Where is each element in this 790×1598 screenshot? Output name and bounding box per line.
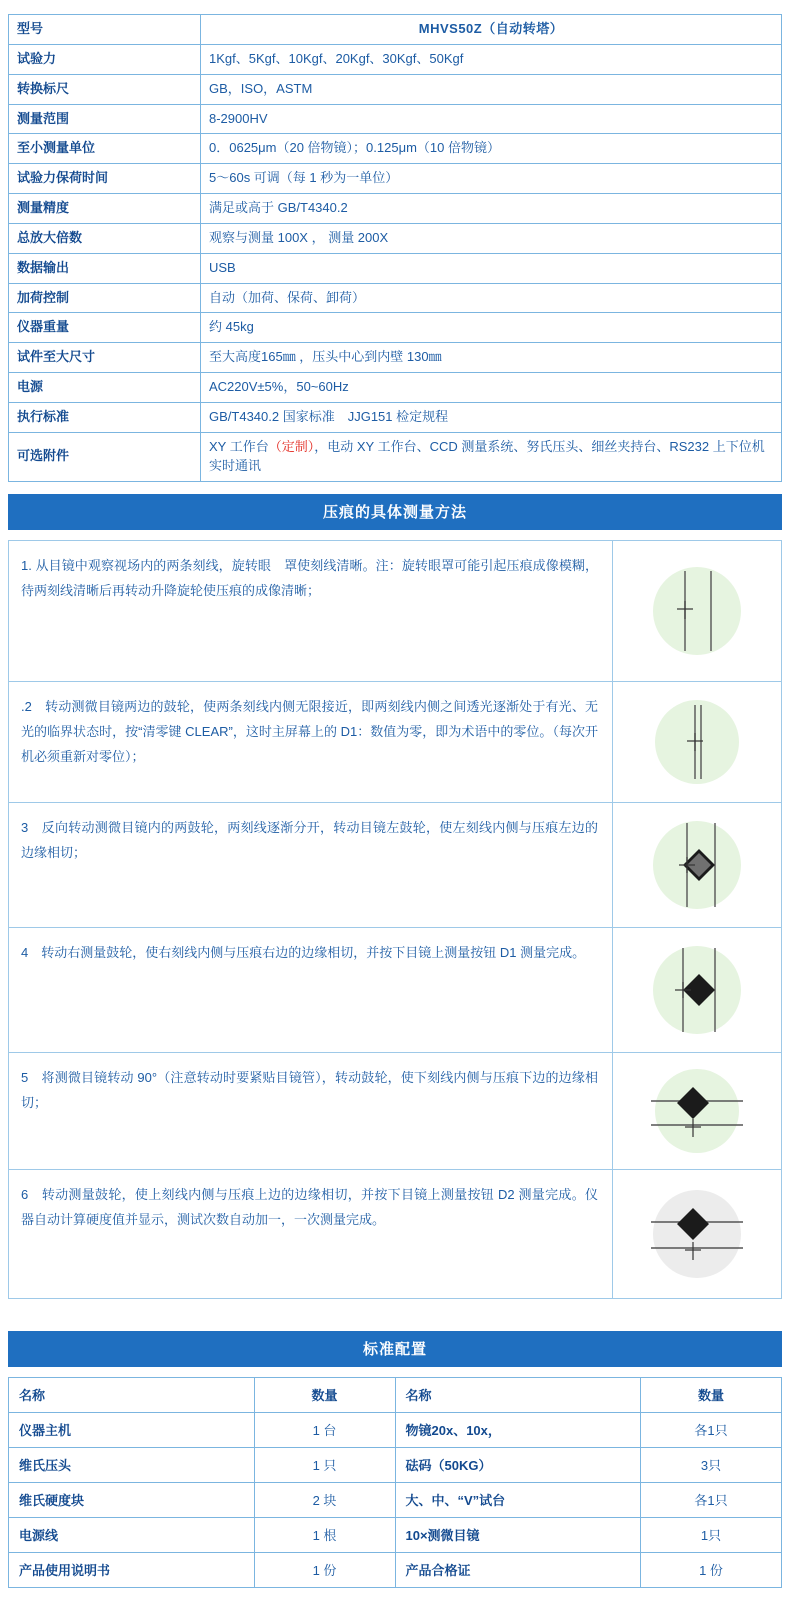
spec-label: 试验力 bbox=[9, 44, 201, 74]
spec-label: 转换标尺 bbox=[9, 74, 201, 104]
config-item-name: 维氏硬度块 bbox=[9, 1482, 255, 1517]
table-row bbox=[9, 373, 782, 403]
method-step-figure bbox=[613, 540, 782, 681]
method-step-figure bbox=[613, 802, 782, 927]
spec-value: GB/T4340.2 国家标准 JJG151 检定规程 bbox=[201, 402, 782, 432]
specification-table bbox=[8, 14, 782, 482]
spec-value: 5～60s 可调（每 1 秒为一单位） bbox=[201, 164, 782, 194]
spec-label: 执行标准 bbox=[9, 402, 201, 432]
config-item-name: 电源线 bbox=[9, 1517, 255, 1552]
table-row bbox=[9, 104, 782, 134]
table-row bbox=[9, 15, 782, 45]
spec-label: 至小测量单位 bbox=[9, 134, 201, 164]
config-item-qty: 1 份 bbox=[254, 1552, 395, 1587]
crosshair-lines-icon bbox=[637, 561, 757, 661]
config-item-qty: 1只 bbox=[641, 1517, 782, 1552]
config-item-qty: 1 只 bbox=[254, 1447, 395, 1482]
table-row bbox=[9, 1169, 782, 1298]
spec-value: 0．0625μm（20 倍物镜）；0.125μm（10 倍物镜） bbox=[201, 134, 782, 164]
spec-value: 满足或高于 GB/T4340.2 bbox=[201, 194, 782, 224]
diamond-horizontal-lines-icon bbox=[637, 1065, 757, 1157]
config-header-qty-1: 数量 bbox=[254, 1377, 395, 1412]
spec-value: MHVS50Z（自动转塔） bbox=[201, 15, 782, 45]
spec-label: 数据输出 bbox=[9, 253, 201, 283]
accessory-prefix: XY 工作台 bbox=[209, 438, 269, 454]
config-item-qty: 各1只 bbox=[641, 1412, 782, 1447]
table-row bbox=[9, 194, 782, 224]
config-item-qty: 各1只 bbox=[641, 1482, 782, 1517]
spec-label: 可选附件 bbox=[9, 432, 201, 481]
table-row-optional-accessory bbox=[9, 432, 782, 481]
method-step-text: 4 转动右测量鼓轮，使右刻线内侧与压痕右边的边缘相切，并按下目镜上测量按钮 D1 测量完成。 bbox=[9, 927, 613, 1052]
diamond-left-tangent-icon bbox=[637, 815, 757, 915]
spec-label: 型号 bbox=[9, 15, 201, 45]
spec-label: 测量精度 bbox=[9, 194, 201, 224]
table-row bbox=[9, 681, 782, 802]
config-item-qty: 3只 bbox=[641, 1447, 782, 1482]
spec-value: AC220V±5%，50~60Hz bbox=[201, 373, 782, 403]
config-section-header: 标准配置 bbox=[8, 1331, 782, 1367]
table-row bbox=[9, 1517, 782, 1552]
method-step-text: 5 将测微目镜转动 90°（注意转动时要紧贴目镜管），转动鼓轮，使下刻线内侧与压痕下边的边缘相切； bbox=[9, 1052, 613, 1169]
indentation-figure-3 bbox=[613, 815, 781, 915]
spec-value: 1Kgf、5Kgf、10Kgf、20Kgf、30Kgf、50Kgf bbox=[201, 44, 782, 74]
indentation-figure-5 bbox=[613, 1065, 781, 1157]
method-step-text: 6 转动测量鼓轮，使上刻线内侧与压痕上边的边缘相切，并按下目镜上测量按钮 D2 测量完成。仪器自动计算硬度值并显示，测试次数自动加一，一次测量完成。 bbox=[9, 1169, 613, 1298]
method-step-text: 3 反向转动测微目镜内的两鼓轮，两刻线逐渐分开，转动目镜左鼓轮，使左刻线内侧与压痕左边的边缘相切； bbox=[9, 802, 613, 927]
indentation-figure-2 bbox=[613, 697, 781, 787]
diamond-right-tangent-icon bbox=[637, 940, 757, 1040]
method-step-figure bbox=[613, 1169, 782, 1298]
table-row bbox=[9, 134, 782, 164]
table-header-row bbox=[9, 1377, 782, 1412]
diamond-horizontal-gray-icon bbox=[637, 1184, 757, 1284]
table-row bbox=[9, 1412, 782, 1447]
spec-value: GB，ISO，ASTM bbox=[201, 74, 782, 104]
config-item-name: 大、中、“V”试台 bbox=[395, 1482, 641, 1517]
table-row bbox=[9, 802, 782, 927]
spec-value: USB bbox=[201, 253, 782, 283]
indentation-figure-4 bbox=[613, 940, 781, 1040]
table-row bbox=[9, 1482, 782, 1517]
table-row bbox=[9, 540, 782, 681]
table-row bbox=[9, 1552, 782, 1587]
config-item-name: 产品合格证 bbox=[395, 1552, 641, 1587]
table-row bbox=[9, 223, 782, 253]
spec-label: 试验力保荷时间 bbox=[9, 164, 201, 194]
table-row bbox=[9, 1052, 782, 1169]
table-row bbox=[9, 283, 782, 313]
table-row bbox=[9, 402, 782, 432]
spec-label: 总放大倍数 bbox=[9, 223, 201, 253]
method-step-text: .2 转动测微目镜两边的鼓轮，使两条刻线内侧无限接近，即两刻线内侧之间透光逐渐处于有光、无光的临界状态时，按“清零键 CLEAR”，这时主屏幕上的 D1：数值为零，即为术语中的零位。（每次开机必须重新对零位）； bbox=[9, 681, 613, 802]
spec-value: 至大高度165㎜ ，压头中心到内壁 130㎜ bbox=[201, 343, 782, 373]
config-item-qty: 1 根 bbox=[254, 1517, 395, 1552]
method-step-text: 1. 从目镜中观察视场内的两条刻线，旋转眼 罩使刻线清晰。注：旋转眼罩可能引起压痕成像模糊，待两刻线清晰后再转动升降旋轮使压痕的成像清晰； bbox=[9, 540, 613, 681]
spec-value: 观察与测量 100X ， 测量 200X bbox=[201, 223, 782, 253]
spec-label: 试件至大尺寸 bbox=[9, 343, 201, 373]
table-row bbox=[9, 253, 782, 283]
spec-label: 电源 bbox=[9, 373, 201, 403]
method-step-figure bbox=[613, 927, 782, 1052]
indentation-figure-1 bbox=[613, 561, 781, 661]
config-item-name: 产品使用说明书 bbox=[9, 1552, 255, 1587]
config-item-qty: 1 台 bbox=[254, 1412, 395, 1447]
table-row bbox=[9, 1447, 782, 1482]
standard-configuration-table bbox=[8, 1377, 782, 1588]
spec-label: 仪器重量 bbox=[9, 313, 201, 343]
indentation-figure-6 bbox=[613, 1184, 781, 1284]
config-item-name: 砝码（50KG） bbox=[395, 1447, 641, 1482]
config-item-name: 仪器主机 bbox=[9, 1412, 255, 1447]
spec-label: 测量范围 bbox=[9, 104, 201, 134]
method-step-figure bbox=[613, 1052, 782, 1169]
spec-value: 约 45kg bbox=[201, 313, 782, 343]
config-item-qty: 2 块 bbox=[254, 1482, 395, 1517]
config-item-qty: 1 份 bbox=[641, 1552, 782, 1587]
method-step-figure bbox=[613, 681, 782, 802]
table-row bbox=[9, 927, 782, 1052]
spec-label: 加荷控制 bbox=[9, 283, 201, 313]
measurement-method-table bbox=[8, 540, 782, 1299]
table-row bbox=[9, 313, 782, 343]
config-header-name-1: 名称 bbox=[9, 1377, 255, 1412]
spec-value: 8-2900HV bbox=[201, 104, 782, 134]
table-row bbox=[9, 74, 782, 104]
config-item-name: 10×测微目镜 bbox=[395, 1517, 641, 1552]
config-header-name-2: 名称 bbox=[395, 1377, 641, 1412]
config-header-qty-2: 数量 bbox=[641, 1377, 782, 1412]
closed-lines-icon bbox=[637, 697, 757, 787]
spec-value-accessory bbox=[201, 432, 782, 481]
spec-value: 自动（加荷、保荷、卸荷） bbox=[201, 283, 782, 313]
method-section-header: 压痕的具体测量方法 bbox=[8, 494, 782, 530]
config-item-name: 物镜20x、10x， bbox=[395, 1412, 641, 1447]
accessory-suffix: ，电动 XY 工作台、CCD 测量系统、努氏压头、细丝夹持台、RS232 上下位机实时通讯 bbox=[209, 438, 765, 473]
accessory-highlight: （定制） bbox=[268, 438, 315, 454]
config-item-name: 维氏压头 bbox=[9, 1447, 255, 1482]
table-row bbox=[9, 164, 782, 194]
table-row bbox=[9, 343, 782, 373]
table-row bbox=[9, 44, 782, 74]
